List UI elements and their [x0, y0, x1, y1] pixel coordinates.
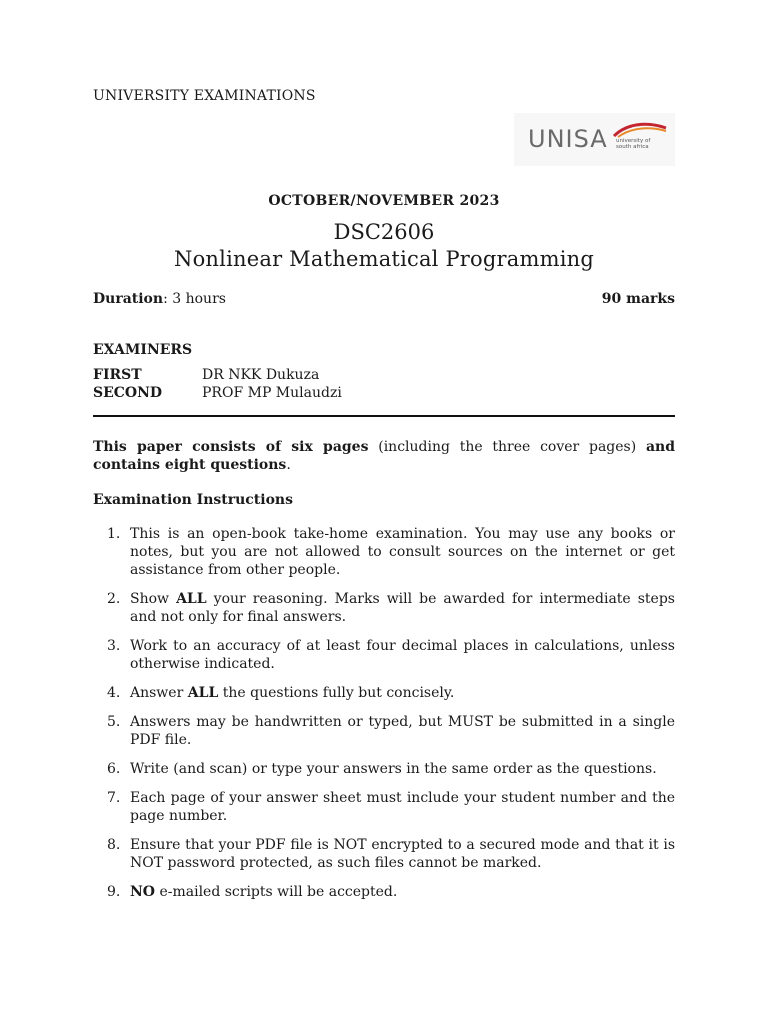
- item-text: Write (and scan) or type your answers in the same order as the questions.: [130, 761, 657, 777]
- examiner-role: SECOND: [93, 385, 163, 401]
- exam-session: OCTOBER/NOVEMBER 2023: [268, 193, 500, 209]
- total-marks: 90 marks: [601, 291, 675, 307]
- list-item: [93, 760, 675, 778]
- item-number: 5.: [107, 714, 121, 730]
- item-text: Answers may be handwritten or typed, but MUST be submitted in a single PDF file.: [130, 714, 675, 748]
- item-number: 7.: [107, 790, 121, 806]
- unisa-logo: [514, 113, 675, 166]
- list-item: [93, 883, 675, 901]
- instructions-heading: Examination Instructions: [93, 492, 293, 508]
- item-emphasis: ALL: [176, 591, 207, 607]
- item-text-rest: e-mailed scripts will be accepted.: [155, 884, 398, 900]
- item-text-rest: the questions fully but concisely.: [218, 685, 455, 701]
- item-text: Each page of your answer sheet must include your student number and the page number.: [130, 790, 675, 824]
- logo-swoosh-icon: [612, 122, 668, 138]
- intro-part3: and contains eight questions: [93, 439, 675, 473]
- duration: [93, 291, 226, 307]
- logo-text: UNISA: [528, 125, 608, 153]
- divider: [93, 415, 675, 417]
- item-text: Answer: [130, 685, 188, 701]
- item-number: 1.: [107, 526, 121, 542]
- item-text: This is an open-book take-home examination. You may use any books or notes, but you are not allowed to consult sources on the internet or get assistance from other people.: [130, 526, 675, 578]
- item-text: Work to an accuracy of at least four decimal places in calculations, unless otherwise indicated.: [130, 638, 675, 672]
- examiners-heading: EXAMINERS: [93, 342, 193, 358]
- item-number: 6.: [107, 761, 121, 777]
- list-item: [93, 637, 675, 673]
- module-title: Nonlinear Mathematical Programming: [174, 247, 594, 271]
- item-number: 4.: [107, 685, 121, 701]
- module-code: DSC2606: [333, 220, 435, 244]
- instructions-list: [93, 525, 675, 912]
- item-emphasis: NO: [130, 884, 155, 900]
- intro-part1: This paper consists of six pages: [93, 439, 369, 455]
- item-number: 8.: [107, 837, 121, 853]
- logo-tagline: university of south africa: [616, 138, 651, 150]
- paper-intro: [93, 438, 675, 474]
- header-label: UNIVERSITY EXAMINATIONS: [93, 88, 316, 104]
- list-item: [93, 789, 675, 825]
- intro-part4: .: [286, 457, 291, 473]
- item-text: Ensure that your PDF file is NOT encrypted to a secured mode and that it is NOT password protected, as such files cannot be marked.: [130, 837, 675, 871]
- list-item: [93, 590, 675, 626]
- list-item: [93, 836, 675, 872]
- list-item: [93, 684, 675, 702]
- item-text: Show: [130, 591, 177, 607]
- examiner-name: DR NKK Dukuza: [202, 367, 320, 383]
- examiner-name: PROF MP Mulaudzi: [202, 385, 342, 401]
- item-number: 2.: [107, 591, 121, 607]
- item-text-rest: your reasoning. Marks will be awarded for intermediate steps and not only for final answers.: [130, 591, 675, 625]
- item-number: 9.: [107, 884, 121, 900]
- duration-value: : 3 hours: [163, 291, 226, 307]
- list-item: [93, 525, 675, 579]
- list-item: [93, 713, 675, 749]
- duration-label: Duration: [93, 291, 164, 307]
- examiner-role: FIRST: [93, 367, 142, 383]
- item-number: 3.: [107, 638, 121, 654]
- intro-part2: (including the three cover pages): [368, 439, 646, 455]
- item-emphasis: ALL: [187, 685, 219, 701]
